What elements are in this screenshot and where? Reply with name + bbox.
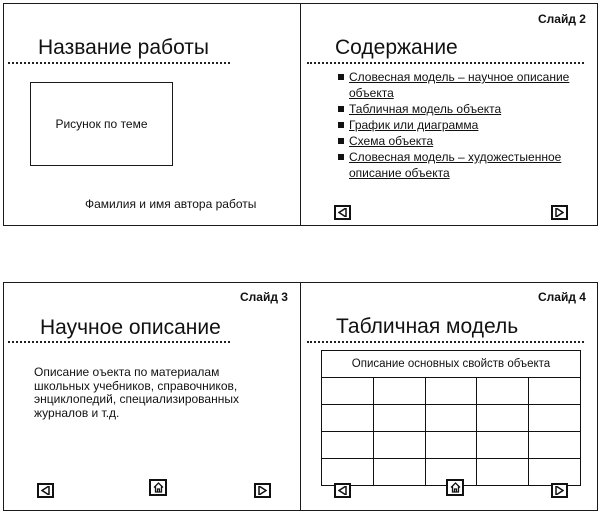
- toc-item-chart[interactable]: [338, 117, 600, 133]
- slide-1-title: Название работы: [38, 36, 209, 59]
- right-triangle-icon: [258, 486, 267, 495]
- table-cell: [322, 432, 374, 459]
- right-triangle-icon: [555, 208, 564, 217]
- slide-1-title-rule: [8, 62, 230, 64]
- slide-4-number: Слайд 4: [538, 290, 586, 304]
- left-triangle-icon: [338, 208, 347, 217]
- toc-item-label-cont[interactable]: описание объекта: [349, 166, 450, 180]
- toc-item-verbal-artistic[interactable]: [338, 149, 600, 181]
- table-row: [322, 405, 581, 432]
- table-cell: [529, 459, 581, 486]
- slide-4-home-button[interactable]: [446, 479, 464, 496]
- table-cell: [373, 459, 425, 486]
- slide-2-title-rule: [307, 62, 584, 64]
- table-cell: [322, 459, 374, 486]
- slide-1-2-divider: [300, 3, 301, 226]
- slide-4-next-button[interactable]: [551, 483, 568, 498]
- table-cell: [477, 405, 529, 432]
- toc-item-label[interactable]: Словесная модель – художестыенное: [349, 150, 562, 164]
- slide-4-title-rule: [307, 341, 584, 343]
- slide-1-picture-label: Рисунок по теме: [55, 117, 148, 131]
- slide-3-number: Слайд 3: [240, 290, 288, 304]
- toc-item-verbal-scientific[interactable]: [338, 69, 600, 101]
- table-caption: Описание основных свойств объекта: [322, 351, 581, 378]
- table-cell: [322, 405, 374, 432]
- toc-item-label-cont[interactable]: объекта: [349, 86, 394, 100]
- table-cell: [322, 378, 374, 405]
- slide-4-prev-button[interactable]: [334, 483, 351, 498]
- slide-3-home-button[interactable]: [149, 479, 167, 496]
- bullet-icon: [338, 122, 344, 128]
- slide-2-toc-list: [338, 69, 600, 181]
- toc-item-label[interactable]: Словесная модель – научное описание: [349, 70, 570, 84]
- table-cell: [477, 378, 529, 405]
- slide-2-prev-button[interactable]: [334, 205, 351, 220]
- bullet-icon: [338, 138, 344, 144]
- toc-item-scheme[interactable]: [338, 133, 600, 149]
- table-row: [322, 378, 581, 405]
- table-cell: [425, 378, 477, 405]
- slide-3-prev-button[interactable]: [37, 483, 54, 498]
- house-icon: [450, 482, 461, 493]
- bullet-icon: [338, 106, 344, 112]
- slide-2-number: Слайд 2: [538, 12, 586, 26]
- table-cell: [477, 459, 529, 486]
- table-cell: [425, 432, 477, 459]
- description-line: Описание оъекта по материалам: [34, 365, 220, 379]
- table-cell: [529, 405, 581, 432]
- left-triangle-icon: [338, 486, 347, 495]
- description-line: журналов и т.д.: [34, 405, 120, 420]
- table-cell: [373, 378, 425, 405]
- bullet-icon: [338, 74, 344, 80]
- bullet-icon: [338, 154, 344, 160]
- table-cell: [477, 432, 529, 459]
- slide-3-description: [34, 366, 294, 420]
- toc-item-label[interactable]: График или диаграмма: [349, 118, 479, 132]
- description-line: энциклопедий, специализированных: [34, 392, 239, 406]
- slide-2-title: Содержание: [335, 36, 458, 59]
- toc-item-label[interactable]: Табличная модель объекта: [349, 102, 502, 116]
- description-line: школьных учебников, справочников,: [34, 378, 238, 393]
- slide-4-title: Табличная модель: [336, 315, 519, 338]
- right-triangle-icon: [555, 486, 564, 495]
- table-cell: [373, 405, 425, 432]
- table-cell: [529, 432, 581, 459]
- house-icon: [153, 482, 164, 493]
- slide-1-author-line: Фамилия и имя автора работы: [85, 197, 257, 211]
- slide-3-title-rule: [8, 341, 230, 343]
- left-triangle-icon: [41, 486, 50, 495]
- slide-3-next-button[interactable]: [254, 483, 271, 498]
- slide-4-properties-table: [321, 350, 581, 486]
- toc-item-label[interactable]: Схема объекта: [349, 134, 434, 148]
- slide-3-title: Научное описание: [40, 316, 221, 339]
- table-cell: [529, 378, 581, 405]
- slide-2-next-button[interactable]: [551, 205, 568, 220]
- table-row: [322, 432, 581, 459]
- table-cell: [425, 405, 477, 432]
- toc-item-table-model[interactable]: [338, 101, 600, 117]
- slide-3-4-divider: [300, 282, 301, 511]
- slide-1-picture-placeholder: [30, 82, 173, 166]
- table-cell: [373, 432, 425, 459]
